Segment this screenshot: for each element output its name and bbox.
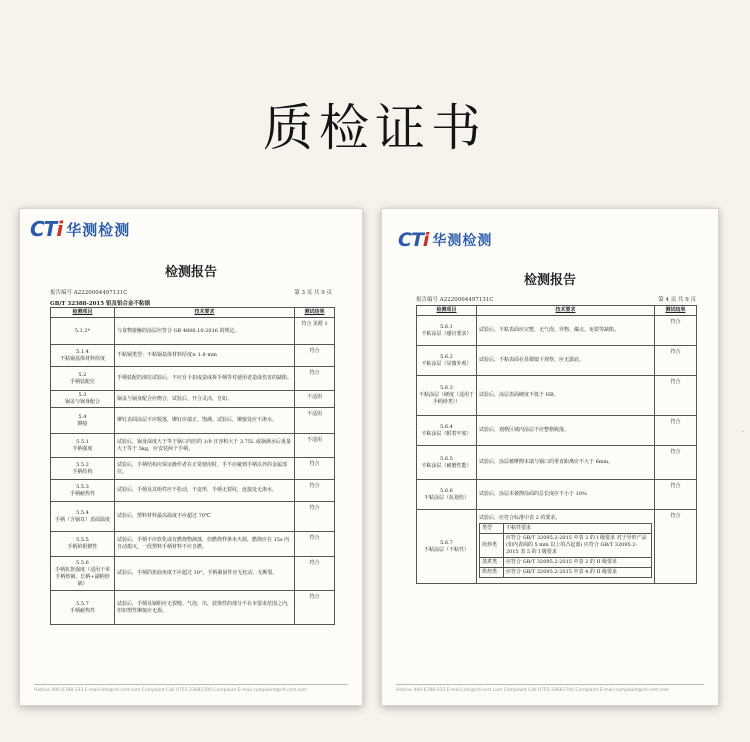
report-page-4	[381, 208, 719, 706]
requirement-text: 试验后，涂层未被擦涂面的总长度应不小于 10%	[479, 491, 587, 497]
result: 符合	[295, 502, 335, 532]
requirement	[477, 376, 655, 416]
requirement	[115, 502, 295, 532]
item-name: 不粘涂层（耐磨性能）	[421, 462, 472, 469]
result: 不适用	[295, 434, 335, 458]
requirement-text: 不粘锅类型：不粘锅基体材料厚度≥ 1.8 mm	[117, 352, 217, 358]
header-result: 测试结果	[655, 306, 697, 316]
report-page-3	[19, 208, 363, 706]
footer-contact: Hotline 400-6788-333 E-mail info@cti-cert.com Complaint Call 0755-33681700 Complaint E-mail complaint@cti-cert.com	[396, 684, 704, 693]
header-requirement: 技术要求	[477, 306, 655, 316]
clause-number: 5.6.1	[440, 323, 453, 330]
logo-cn: 华测检测	[432, 233, 493, 249]
grade-row	[480, 568, 652, 578]
grade-row	[480, 558, 652, 568]
report-title: 检测报告	[164, 265, 217, 280]
requirement	[115, 345, 295, 367]
report-number: 报告编号 A2220004497131C	[416, 297, 494, 303]
test-item	[51, 318, 115, 345]
result: 符合	[655, 316, 697, 346]
item-name: 不粘涂层（附着牢度）	[421, 430, 472, 437]
table-row	[51, 480, 335, 502]
result: 符合	[655, 480, 697, 510]
table-row	[51, 408, 335, 434]
item-name: 不粘涂层（硬度（适用于手柄炒类））	[419, 392, 475, 405]
result: 符合	[295, 591, 335, 625]
requirement-text: 试验后，不粘表面应完整，无气泡、异物、爆点、龟裂等缺陷。	[479, 327, 620, 333]
test-item	[51, 591, 115, 625]
requirement	[115, 591, 295, 625]
item-name: 手柄结构	[72, 468, 93, 475]
test-item	[417, 510, 477, 584]
requirement	[477, 316, 655, 346]
grade-type: 烘焙类	[480, 568, 504, 578]
item-name: 锅盖与锅身配合	[64, 399, 100, 405]
table-row	[51, 318, 335, 345]
requirement-text: 试验后，锅身深度大于等于锅口内径的 1/9 且容积大于 3.75L 或锅满水后重量大于等于 5kg，应安装两个手柄。	[117, 438, 291, 452]
item-name: 手柄的阻燃性	[67, 544, 98, 550]
clause-number: 5.5.6	[76, 559, 89, 566]
requirement	[115, 391, 295, 408]
header-requirement: 技术要求	[115, 308, 295, 318]
requirement	[477, 416, 655, 446]
item-name: 手柄（含锅耳）表面温度	[54, 516, 110, 523]
test-item	[51, 532, 115, 557]
edge-mark: ·	[737, 430, 747, 437]
table-row	[51, 557, 335, 591]
clause-number: 5.5.3	[76, 483, 89, 490]
result: 不适用	[295, 408, 335, 434]
test-item	[51, 557, 115, 591]
logo-brand: CTi	[30, 217, 63, 241]
table-row	[417, 316, 697, 346]
clause-number: 5.6.7	[440, 539, 453, 546]
requirement-text: 锅盖与锅身配合应吻合，试验后，开合灵活，自如。	[117, 395, 233, 402]
requirement-text: 试验后，涂层表面硬度不低于 HB。	[479, 392, 559, 398]
result: 符合	[295, 532, 335, 557]
item-name: 不粘锅基体材料厚度	[59, 355, 105, 362]
grade-row	[480, 534, 652, 558]
table-row	[51, 391, 335, 408]
item-name: 手柄强度	[72, 445, 93, 452]
requirement	[115, 458, 295, 480]
test-item	[417, 416, 477, 446]
table-row	[51, 367, 335, 391]
requirement-text: 试验后，应符合标准中表 2 的要求。	[479, 515, 561, 521]
grade-requirement: 应符合 GB/T 32095.2-2015 中表 2 的 I 级要求 对于异形产品(如内表面的 5 mm 以上的凸起部) 应符合 GB/T 32095.2-2015 表 5 的 I 级要求	[504, 534, 652, 558]
requirement-text: 试验后，不粘表面在显微镜下观察，应无露底。	[479, 357, 585, 363]
clause-number: 5.1.4	[76, 348, 89, 355]
requirement	[115, 532, 295, 557]
non-stick-grade-table	[479, 523, 652, 578]
item-name: 手柄抗扭强度（适用于单手柄炒锅、长柄+副柄炒锅）	[54, 566, 110, 587]
test-item	[51, 408, 115, 434]
test-table	[416, 305, 697, 584]
result: 符合	[295, 367, 335, 391]
clause-number: 5.6.2	[440, 353, 453, 360]
clause-number: 5.4	[78, 413, 87, 420]
cti-logo	[398, 229, 492, 251]
requirement	[115, 367, 295, 391]
grade-type: 类型	[480, 524, 504, 534]
item-name: 手柄耐热性	[69, 607, 95, 614]
test-item	[51, 458, 115, 480]
clause-number: 5.6.6	[440, 487, 453, 494]
table-row	[417, 346, 697, 376]
clause-number: 5.6.5	[440, 455, 453, 462]
requirement-text: 试验后，涂层被摩擦末端与锅口的垂直距离应不大于 6mm。	[479, 459, 614, 465]
item-name: 不粘涂层（不粘性）	[423, 546, 469, 553]
report-title: 检测报告	[523, 273, 576, 288]
clause-number: 5.1.2*	[74, 327, 91, 334]
grade-requirement: 不粘性要求	[504, 524, 652, 534]
requirement-text: 与食物接触的涂层应符合 GB 4806.10-2016 的规定。	[117, 327, 240, 334]
requirement	[115, 480, 295, 502]
result: 符合	[655, 446, 697, 480]
table-row	[417, 510, 697, 584]
requirement-text: 铆钉表面涂层不应脱落，铆钉应端正、饱满、试验后，铆接处应不渗水。	[117, 417, 278, 423]
grade-type: 煎炒类	[480, 534, 504, 558]
table-row	[51, 502, 335, 532]
item-name: 手柄耐热性	[69, 490, 95, 497]
item-name: 不粘涂层（抗划伤）	[423, 494, 469, 501]
requirement-text: 手柄装配的部位试验后，不应有卡扣或造成拆手柄等对使用者造成伤害的缺陷。	[117, 375, 293, 381]
test-item	[417, 376, 477, 416]
report-number: 报告编号 A2220004497131C	[50, 290, 128, 296]
requirement	[477, 510, 655, 584]
page-title: 质检证书	[263, 99, 487, 157]
result: 符合	[655, 346, 697, 376]
clause-number: 5.6.3	[440, 385, 453, 391]
clause-number: 5.5.4	[76, 509, 89, 516]
test-item	[51, 367, 115, 391]
clause-number: 5.5.7	[76, 600, 89, 607]
grade-requirement: 应符合 GB/T 32095.2-2015 中表 4 的 II 级要求	[504, 568, 652, 578]
table-row	[417, 446, 697, 480]
cti-logo	[30, 217, 130, 241]
requirement-text: 试验后，手柄及锅胆应无裂缝、气泡，出，装饰性的部分不在本要求范围之内，但如塑性铆接应无损。	[117, 600, 293, 614]
item-name: 手柄装配位	[69, 378, 95, 385]
requirement	[115, 408, 295, 434]
requirement	[477, 446, 655, 480]
page-number: 第 3 页 共 9 页	[294, 290, 332, 296]
result: 符合 见附 1	[295, 318, 335, 345]
table-row	[51, 458, 335, 480]
test-item	[51, 391, 115, 408]
result: 符合	[295, 345, 335, 367]
result: 不适用	[295, 391, 335, 408]
table-row	[51, 532, 335, 557]
clause-number: 5.6.4	[440, 423, 453, 430]
test-item	[51, 480, 115, 502]
result: 符合	[655, 376, 697, 416]
requirement-text: 试验后，手柄不应软化或有燃烧物滴落，但燃烧样条未火源，燃烧应在 15s 内自动熄灭，一段塑料手柄材料不应自燃。	[117, 537, 290, 550]
requirement-text: 试验后，塑料材料最高温度不应超过 70℃	[117, 513, 211, 519]
clause-number: 5.5.5	[76, 537, 89, 543]
table-row	[51, 434, 335, 458]
footer-contact: Hotline 400-6788-333 E-mail info@cti-cert.com Complaint Call 0755-33681700 Complaint E-mail complaint@cti-cert.com	[34, 684, 348, 693]
test-item	[51, 345, 115, 367]
test-item	[51, 502, 115, 532]
test-item	[417, 316, 477, 346]
grade-requirement: 应符合 GB/T 32095.2-2015 中表 2 的 II 级要求	[504, 558, 652, 568]
item-name: 不粘涂层（显微外观）	[421, 360, 472, 367]
test-table	[50, 307, 335, 625]
header-item: 检测项目	[417, 306, 477, 316]
requirement-text: 试验后，手柄的扭曲角度不应超过 10°，手柄紧固件应无松动、无断裂。	[117, 570, 278, 576]
clause-number: 5.5.1	[76, 438, 89, 445]
requirement-text: 试验后，划格区域内涂层不应整格脱落。	[479, 427, 570, 433]
grade-row	[480, 524, 652, 534]
result: 符合	[655, 416, 697, 446]
clause-number: 5.5.2	[76, 461, 89, 468]
table-row	[51, 591, 335, 625]
requirement	[115, 318, 295, 345]
requirement	[115, 434, 295, 458]
clause-number: 5.3	[78, 392, 87, 398]
header-result: 测试结果	[295, 308, 335, 318]
result: 符合	[295, 458, 335, 480]
table-row	[417, 416, 697, 446]
table-row	[51, 345, 335, 367]
logo-brand: CTi	[398, 229, 429, 251]
clause-number: 5.2	[78, 371, 87, 378]
header-item: 检测项目	[51, 308, 115, 318]
result: 符合	[655, 510, 697, 584]
item-name: 铆接	[77, 420, 88, 427]
result: 符合	[295, 557, 335, 591]
page-number: 第 4 页 共 9 页	[658, 297, 696, 303]
table-row	[417, 480, 697, 510]
requirement-text: 试验后，手柄结构应保证操作者在正常使用时，手不应碰到手柄以外的金属部位。	[117, 461, 288, 475]
test-item	[417, 480, 477, 510]
standard-line: GB/T 32388-2015 铝及铝合金不粘锅	[50, 301, 151, 307]
result: 符合	[295, 480, 335, 502]
logo-cn: 华测检测	[66, 220, 131, 239]
table-row	[417, 376, 697, 416]
test-item	[51, 434, 115, 458]
test-item	[417, 346, 477, 376]
requirement	[477, 480, 655, 510]
test-item	[417, 446, 477, 480]
requirement	[477, 346, 655, 376]
requirement	[115, 557, 295, 591]
grade-type: 蒸煮类	[480, 558, 504, 568]
item-name: 不粘涂层（感官要求）	[421, 330, 472, 337]
requirement-text: 试验后，手柄及其组件应不松动，不变形，手柄无裂纹，连接处无渗水。	[117, 487, 278, 493]
